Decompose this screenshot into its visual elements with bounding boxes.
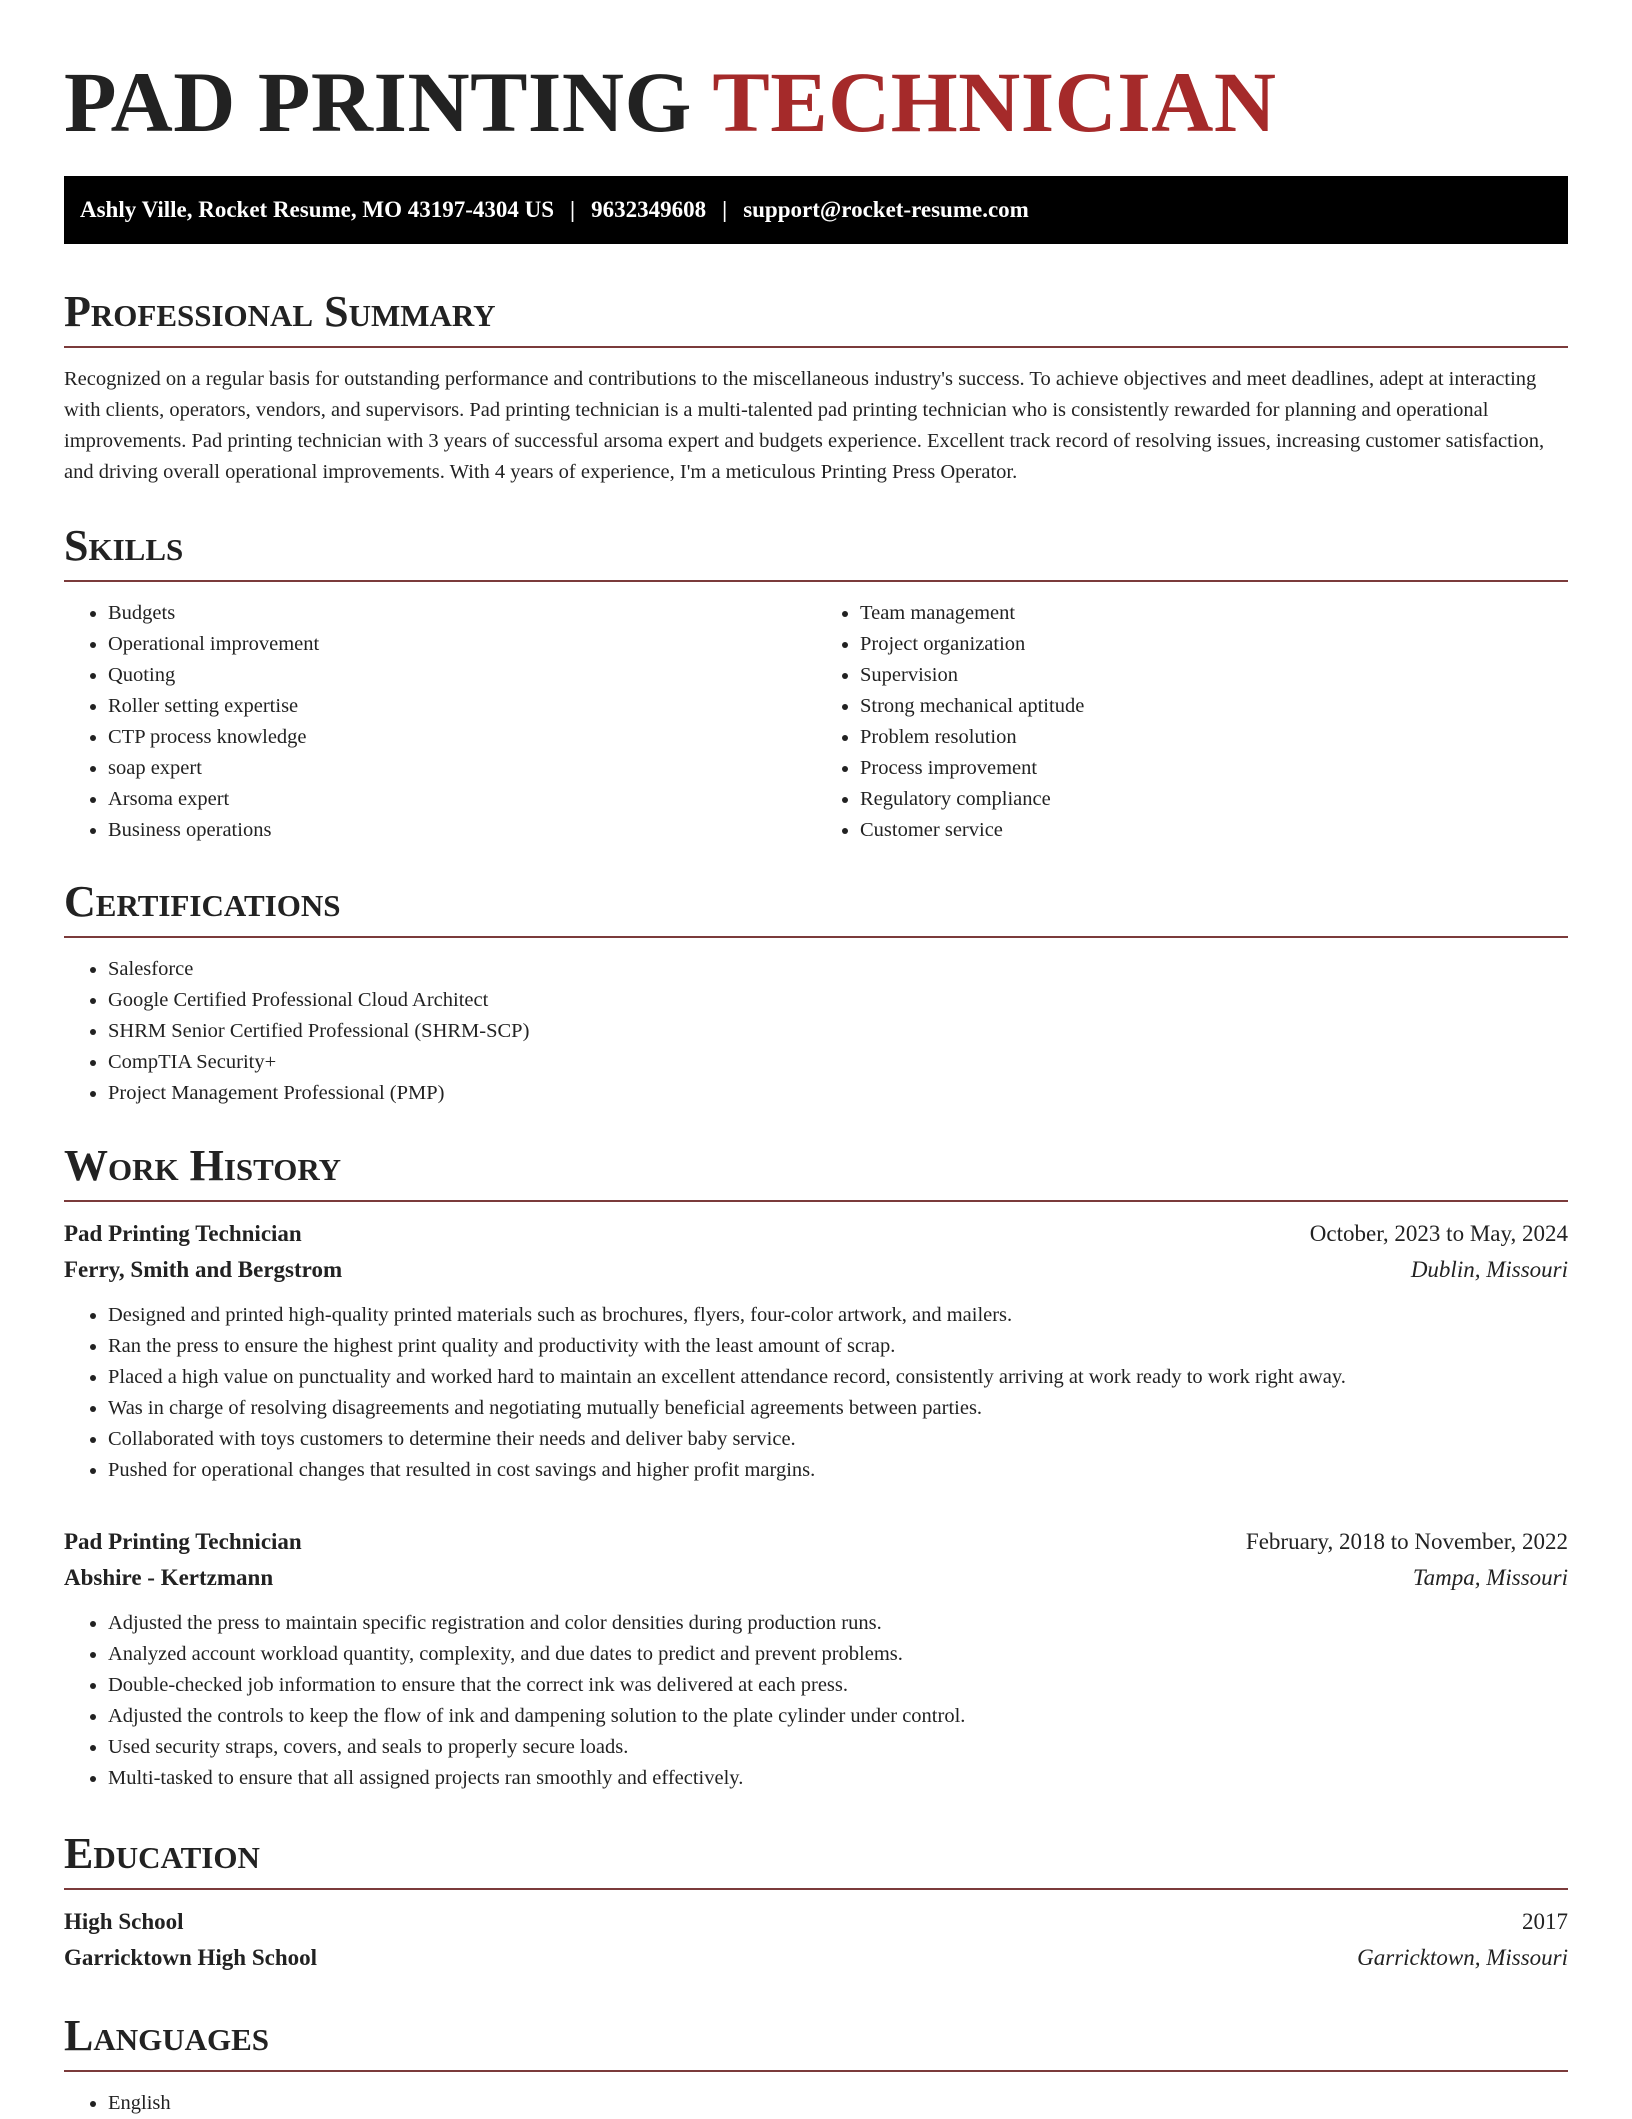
education-location: Garricktown, Missouri bbox=[1357, 1945, 1568, 1970]
education-school: Garricktown High School bbox=[64, 1945, 318, 1970]
skill-item: • Project organization bbox=[860, 629, 1568, 660]
section-divider bbox=[64, 580, 1568, 582]
job-dates: February, 2018 to November, 2022 bbox=[1245, 1529, 1568, 1554]
job-bullets bbox=[64, 1300, 1568, 1486]
education-degree: High School bbox=[64, 1909, 184, 1934]
skill-item: • Customer service bbox=[860, 815, 1568, 846]
job-bullet: • Multi-tasked to ensure that all assigned projects ran smoothly and effectively. bbox=[108, 1763, 1568, 1794]
skills-grid bbox=[64, 598, 1568, 846]
job-dates: October, 2023 to May, 2024 bbox=[1309, 1221, 1568, 1246]
skills-column-right bbox=[816, 598, 1568, 846]
job-bullet: • Adjusted the press to maintain specific registration and color densities during production runs. bbox=[108, 1608, 1568, 1639]
languages-section bbox=[64, 2010, 1568, 2119]
job-bullet: • Double-checked job information to ensure that the correct ink was delivered at each press. bbox=[108, 1670, 1568, 1701]
certification-item: • Salesforce bbox=[108, 954, 1568, 985]
skill-item: • Operational improvement bbox=[108, 629, 816, 660]
skill-item: • Quoting bbox=[108, 660, 816, 691]
job-title: Pad Printing Technician bbox=[64, 1529, 302, 1554]
job-title: Pad Printing Technician bbox=[64, 1221, 302, 1246]
contact-separator: | bbox=[722, 197, 728, 222]
education-school-row bbox=[64, 1940, 1568, 1976]
job-location: Tampa, Missouri bbox=[1412, 1565, 1568, 1590]
job-header-row bbox=[64, 1216, 1568, 1252]
job-bullet: • Placed a high value on punctuality and worked hard to maintain an excellent attendance record, consistently arriving at work ready to work right away. bbox=[108, 1362, 1568, 1393]
section-divider bbox=[64, 1888, 1568, 1890]
skill-item: • Arsoma expert bbox=[108, 784, 816, 815]
section-heading-work-history: Work History bbox=[64, 1141, 342, 1190]
job-bullet: • Adjusted the controls to keep the flow of ink and dampening solution to the plate cylinder under control. bbox=[108, 1701, 1568, 1732]
skill-item: • Team management bbox=[860, 598, 1568, 629]
skill-item: • Regulatory compliance bbox=[860, 784, 1568, 815]
job-bullets bbox=[64, 1608, 1568, 1794]
job-header-row bbox=[64, 1524, 1568, 1560]
skill-item: • Problem resolution bbox=[860, 722, 1568, 753]
section-divider bbox=[64, 936, 1568, 938]
resume-title bbox=[64, 52, 1568, 152]
job-entry bbox=[64, 1524, 1568, 1794]
work-history-section bbox=[64, 1140, 1568, 1794]
certification-item: • Google Certified Professional Cloud Architect bbox=[108, 985, 1568, 1016]
job-bullet: • Analyzed account workload quantity, complexity, and due dates to predict and prevent problems. bbox=[108, 1639, 1568, 1670]
job-company: Abshire - Kertzmann bbox=[64, 1565, 274, 1590]
skills-section bbox=[64, 520, 1568, 846]
contact-phone: 9632349608 bbox=[591, 197, 707, 222]
job-bullet: • Pushed for operational changes that resulted in cost savings and higher profit margins. bbox=[108, 1455, 1568, 1486]
skills-list-left bbox=[64, 598, 816, 846]
language-item: • English bbox=[108, 2088, 1568, 2119]
contact-address: Ashly Ville, Rocket Resume, MO 43197-4304 US bbox=[80, 197, 555, 222]
skill-item: • Process improvement bbox=[860, 753, 1568, 784]
section-divider bbox=[64, 2070, 1568, 2072]
education-year: 2017 bbox=[1522, 1909, 1568, 1934]
title-main: PAD PRINTING bbox=[64, 54, 692, 150]
skill-item: • Roller setting expertise bbox=[108, 691, 816, 722]
job-bullet: • Ran the press to ensure the highest print quality and productivity with the least amount of scrap. bbox=[108, 1331, 1568, 1362]
section-heading-skills: Skills bbox=[64, 521, 184, 570]
section-divider bbox=[64, 1200, 1568, 1202]
skill-item: • Budgets bbox=[108, 598, 816, 629]
job-company-row bbox=[64, 1252, 1568, 1288]
section-divider bbox=[64, 346, 1568, 348]
job-company-row bbox=[64, 1560, 1568, 1596]
contact-email: support@rocket-resume.com bbox=[743, 197, 1029, 222]
certifications-section bbox=[64, 876, 1568, 1109]
skill-item: • Strong mechanical aptitude bbox=[860, 691, 1568, 722]
skill-item: • Business operations bbox=[108, 815, 816, 846]
contact-separator: | bbox=[570, 197, 576, 222]
certification-item: • Project Management Professional (PMP) bbox=[108, 1078, 1568, 1109]
certification-item: • SHRM Senior Certified Professional (SHRM-SCP) bbox=[108, 1016, 1568, 1047]
section-heading-summary: Professional Summary bbox=[64, 287, 496, 336]
skill-item: • Supervision bbox=[860, 660, 1568, 691]
job-bullet: • Collaborated with toys customers to determine their needs and deliver baby service. bbox=[108, 1424, 1568, 1455]
skills-list-right bbox=[816, 598, 1568, 846]
education-entry bbox=[64, 1904, 1568, 1976]
languages-list bbox=[64, 2088, 1568, 2119]
job-bullet: • Used security straps, covers, and seals to properly secure loads. bbox=[108, 1732, 1568, 1763]
section-heading-certifications: Certifications bbox=[64, 877, 341, 926]
job-entry bbox=[64, 1216, 1568, 1486]
summary-section bbox=[64, 286, 1568, 488]
certification-item: • CompTIA Security+ bbox=[108, 1047, 1568, 1078]
education-section bbox=[64, 1828, 1568, 1976]
section-heading-education: Education bbox=[64, 1829, 260, 1878]
summary-text: Recognized on a regular basis for outstanding performance and contributions to the miscellaneous industry's success. To achieve objectives and meet deadlines, adept at interacting with clients, operators, vendors, and supervisors. Pad printing technician is a multi-talented pad printing technician who is consistently rewarded for planning and operational improvements. Pad printing technician with 3 years of successful arsoma expert and budgets experience. Excellent track record of resolving issues, increasing customer satisfaction, and driving overall operational improvements. With 4 years of experience, I'm a meticulous Printing Press Operator. bbox=[64, 368, 1545, 483]
title-accent: TECHNICIAN bbox=[712, 54, 1277, 150]
education-degree-row bbox=[64, 1904, 1568, 1940]
job-bullet: • Was in charge of resolving disagreements and negotiating mutually beneficial agreements between parties. bbox=[108, 1393, 1568, 1424]
job-company: Ferry, Smith and Bergstrom bbox=[64, 1257, 343, 1282]
skill-item: • soap expert bbox=[108, 753, 816, 784]
job-bullet: • Designed and printed high-quality printed materials such as brochures, flyers, four-color artwork, and mailers. bbox=[108, 1300, 1568, 1331]
skills-column-left bbox=[64, 598, 816, 846]
section-heading-languages: Languages bbox=[64, 2011, 270, 2060]
contact-bar bbox=[64, 176, 1568, 244]
certifications-list bbox=[64, 954, 1568, 1109]
skill-item: • CTP process knowledge bbox=[108, 722, 816, 753]
job-location: Dublin, Missouri bbox=[1410, 1257, 1568, 1282]
